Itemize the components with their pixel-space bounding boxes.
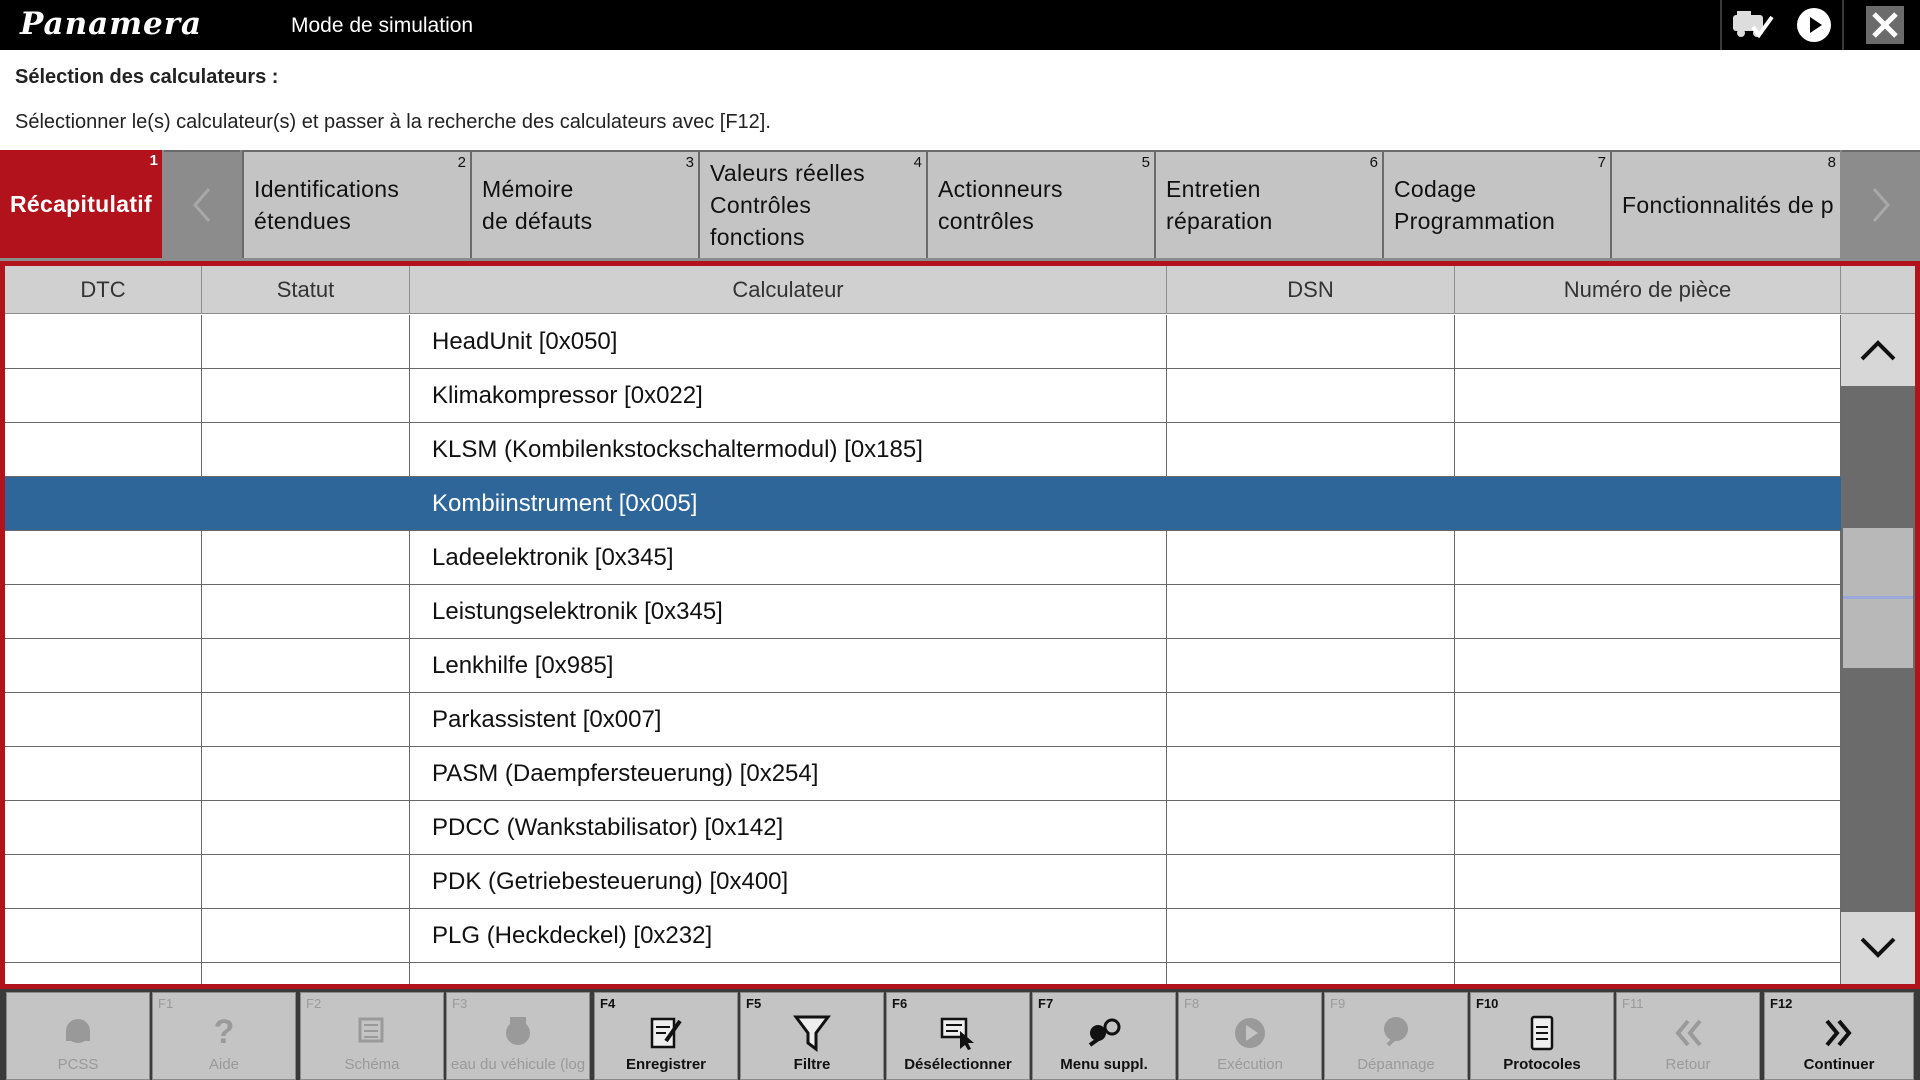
table-row[interactable] — [5, 477, 1841, 531]
cell-calculateur: Kombiinstrument [0x005] — [410, 477, 1167, 530]
cell-numero-piece — [1455, 585, 1841, 638]
cell-calculateur: HeadUnit [0x050] — [410, 315, 1167, 368]
close-icon — [1865, 5, 1905, 45]
tab-number: 5 — [1141, 154, 1150, 171]
cell-dsn — [1167, 855, 1455, 908]
function-key-label: F1 — [158, 996, 174, 1011]
function-button-label: Enregistrer — [625, 1056, 707, 1073]
cell-dsn — [1167, 477, 1455, 530]
cell-dtc — [5, 747, 202, 800]
sch-ma-button[interactable] — [300, 992, 444, 1080]
close-button[interactable] — [1852, 0, 1918, 50]
cell-dtc — [5, 909, 202, 962]
function-key-label: F12 — [1770, 996, 1793, 1011]
table-row[interactable] — [5, 963, 1841, 984]
function-key-label: F4 — [600, 996, 616, 1011]
tab-label: Identifications étendues — [254, 176, 400, 234]
tab-label: Mémoire de défauts — [482, 176, 593, 234]
cell-dtc — [5, 477, 202, 530]
function-button-label: Continuer — [1803, 1056, 1875, 1073]
table-row[interactable] — [5, 639, 1841, 693]
scroll-down-button[interactable] — [1841, 912, 1915, 984]
table-row[interactable] — [5, 693, 1841, 747]
cell-dtc — [5, 315, 202, 368]
cell-dtc — [5, 693, 202, 746]
cell-calculateur: Parkassistent [0x007] — [410, 693, 1167, 746]
tab-label: Entretien réparation — [1166, 176, 1273, 234]
cell-dsn — [1167, 909, 1455, 962]
scroll-up-button[interactable] — [1841, 314, 1915, 386]
cell-statut — [202, 963, 410, 984]
cell-numero-piece — [1455, 963, 1841, 984]
cell-numero-piece — [1455, 909, 1841, 962]
protocol-icon — [1471, 1011, 1613, 1055]
table-row[interactable] — [5, 423, 1841, 477]
function-toolbar — [0, 989, 1920, 1080]
save-icon — [595, 1011, 737, 1055]
retour-button[interactable] — [1616, 992, 1760, 1080]
tab-scroll-left-button[interactable] — [164, 150, 240, 258]
function-button-label: Dépannage — [1357, 1056, 1435, 1073]
table-row[interactable] — [5, 531, 1841, 585]
cell-dsn — [1167, 693, 1455, 746]
cell-statut — [202, 693, 410, 746]
tab-label: Récapitulatif — [10, 191, 152, 217]
function-button-label: Filtre — [793, 1056, 831, 1073]
ex-cution-button[interactable] — [1178, 992, 1322, 1080]
function-button-label: Aide — [208, 1056, 240, 1073]
tab-memoire-defauts[interactable] — [470, 150, 698, 258]
cell-dsn — [1167, 639, 1455, 692]
cell-calculateur: PLG (Heckdeckel) [0x232] — [410, 909, 1167, 962]
scrollbar-header — [1841, 266, 1915, 314]
function-key-label: F2 — [306, 996, 322, 1011]
mode-label: Mode de simulation — [291, 14, 474, 37]
function-button-label: Retour — [1665, 1056, 1711, 1073]
cell-numero-piece — [1455, 693, 1841, 746]
cell-dtc — [5, 963, 202, 984]
tab-label: Fonctionnalités de p — [1622, 192, 1834, 218]
tab-entretien[interactable] — [1154, 150, 1382, 258]
function-key-label: F5 — [746, 996, 762, 1011]
tab-scroll-right-button[interactable] — [1842, 150, 1920, 258]
pcss-icon — [7, 1011, 149, 1055]
tab-number: 7 — [1597, 154, 1606, 171]
tab-bar — [0, 150, 1920, 261]
column-header-calculateur[interactable]: Calculateur — [410, 266, 1167, 314]
table-row[interactable] — [5, 369, 1841, 423]
filter-icon — [741, 1011, 883, 1055]
cell-numero-piece — [1455, 747, 1841, 800]
vehicle-log-icon — [447, 1011, 589, 1055]
cell-dsn — [1167, 423, 1455, 476]
scrollbar[interactable] — [1841, 266, 1915, 984]
cell-calculateur: KLSM (Kombilenkstockschaltermodul) [0x185] — [410, 423, 1167, 476]
cell-statut — [202, 585, 410, 638]
back-icon — [1617, 1011, 1759, 1055]
cell-dtc — [5, 369, 202, 422]
eau-du-v-hicule-log-button[interactable] — [446, 992, 590, 1080]
cell-numero-piece — [1455, 369, 1841, 422]
cell-statut — [202, 909, 410, 962]
cell-statut — [202, 855, 410, 908]
protocoles-button[interactable] — [1470, 992, 1614, 1080]
ecu-table — [5, 266, 1915, 984]
function-button-label: Protocoles — [1503, 1056, 1581, 1073]
cell-dtc — [5, 801, 202, 854]
page-heading: Sélection des calculateurs : — [15, 66, 279, 88]
table-header — [5, 266, 1841, 314]
continue-icon — [1765, 1011, 1913, 1055]
d-s-lectionner-button[interactable] — [886, 992, 1030, 1080]
play-button[interactable] — [1786, 0, 1842, 50]
help-icon — [153, 1011, 295, 1055]
function-button-label: eau du véhicule (log — [450, 1056, 586, 1073]
menu-suppl-button[interactable] — [1032, 992, 1176, 1080]
tab-number: 2 — [457, 154, 466, 171]
scrollbar-thumb[interactable] — [1843, 528, 1913, 668]
tab-number: 4 — [913, 154, 922, 171]
table-row[interactable] — [5, 315, 1841, 369]
chevron-right-icon — [1866, 185, 1896, 225]
function-button-label: Menu suppl. — [1060, 1056, 1148, 1073]
function-key-label: F10 — [1476, 996, 1499, 1011]
cell-statut — [202, 315, 410, 368]
extra-menu-icon — [1033, 1011, 1175, 1055]
cell-calculateur: Ladeelektronik [0x345] — [410, 531, 1167, 584]
cell-dtc — [5, 423, 202, 476]
cell-statut — [202, 639, 410, 692]
svg-text:?: ? — [213, 1013, 235, 1051]
vehicle-check-icon — [1731, 9, 1775, 41]
column-header-dsn[interactable]: DSN — [1167, 266, 1455, 314]
tab-label: Codage Programmation — [1394, 176, 1556, 234]
cell-statut — [202, 747, 410, 800]
cell-numero-piece — [1455, 315, 1841, 368]
tab-number: 3 — [685, 154, 694, 171]
function-button-label: Exécution — [1217, 1056, 1283, 1073]
cell-statut — [202, 477, 410, 530]
continuer-button[interactable] — [1764, 992, 1914, 1080]
cell-dsn — [1167, 585, 1455, 638]
table-row[interactable] — [5, 909, 1841, 963]
cell-calculateur: Klimakompressor [0x022] — [410, 369, 1167, 422]
table-row[interactable] — [5, 801, 1841, 855]
tab-codage[interactable] — [1382, 150, 1610, 258]
d-pannage-button[interactable] — [1324, 992, 1468, 1080]
cell-statut — [202, 369, 410, 422]
scrollbar-thumb-grip — [1843, 596, 1913, 599]
tab-number: 1 — [149, 152, 158, 169]
cell-dtc — [5, 639, 202, 692]
table-row[interactable] — [5, 747, 1841, 801]
cell-dtc — [5, 531, 202, 584]
pcss-button[interactable] — [6, 992, 150, 1080]
vehicle-check-button[interactable] — [1722, 0, 1784, 50]
cell-dsn — [1167, 369, 1455, 422]
tab-recapitulatif[interactable] — [0, 150, 162, 258]
cell-numero-piece — [1455, 801, 1841, 854]
function-key-label: F11 — [1622, 996, 1644, 1011]
play-icon — [1796, 7, 1832, 43]
instruction-text: Sélectionner le(s) calculateur(s) et passer à la recherche des calculateurs avec [F12]. — [15, 111, 771, 133]
deselect-icon — [887, 1011, 1029, 1055]
cell-numero-piece — [1455, 855, 1841, 908]
cell-dtc — [5, 855, 202, 908]
tab-fonctionnalites[interactable] — [1610, 150, 1840, 258]
function-key-label: F3 — [452, 996, 468, 1011]
troubleshoot-icon — [1325, 1011, 1467, 1055]
chevron-up-icon — [1858, 337, 1898, 363]
enregistrer-button[interactable] — [594, 992, 738, 1080]
cell-dsn — [1167, 315, 1455, 368]
function-button-label: PCSS — [57, 1056, 99, 1073]
tab-label: Valeurs réelles Contrôles fonctions — [710, 160, 865, 250]
function-button-label: Schéma — [344, 1056, 400, 1073]
execute-icon — [1179, 1011, 1321, 1055]
tab-identifications[interactable] — [242, 150, 470, 258]
cell-numero-piece — [1455, 639, 1841, 692]
cell-numero-piece — [1455, 423, 1841, 476]
cell-calculateur: Lenkhilfe [0x985] — [410, 639, 1167, 692]
aide-button[interactable] — [152, 992, 296, 1080]
cell-dsn — [1167, 963, 1455, 984]
column-header-statut[interactable]: Statut — [202, 266, 410, 314]
cell-dsn — [1167, 801, 1455, 854]
cell-dtc — [5, 585, 202, 638]
function-key-label: F7 — [1038, 996, 1054, 1011]
cell-dsn — [1167, 747, 1455, 800]
cell-dsn — [1167, 531, 1455, 584]
title-bar — [0, 0, 1920, 50]
cell-numero-piece — [1455, 477, 1841, 530]
function-key-label: F8 — [1184, 996, 1200, 1011]
cell-calculateur: PDK (Getriebesteuerung) [0x400] — [410, 855, 1167, 908]
function-button-label: Désélectionner — [904, 1056, 1012, 1073]
tab-number: 8 — [1827, 154, 1836, 171]
cell-statut — [202, 423, 410, 476]
cell-calculateur — [410, 963, 1167, 984]
cell-statut — [202, 531, 410, 584]
schema-icon — [301, 1011, 443, 1055]
tab-number: 6 — [1369, 154, 1378, 171]
cell-calculateur: PASM (Daempfersteuerung) [0x254] — [410, 747, 1167, 800]
chevron-left-icon — [187, 185, 217, 225]
toolbar-separator — [1842, 0, 1844, 50]
app-logo: Panamera — [20, 6, 203, 42]
cell-numero-piece — [1455, 531, 1841, 584]
column-header-dtc[interactable]: DTC — [5, 266, 202, 314]
table-row[interactable] — [5, 585, 1841, 639]
chevron-down-icon — [1858, 935, 1898, 961]
tab-valeurs-reelles[interactable] — [698, 150, 926, 258]
table-row[interactable] — [5, 855, 1841, 909]
cell-calculateur: Leistungselektronik [0x345] — [410, 585, 1167, 638]
cell-statut — [202, 801, 410, 854]
function-key-label: F9 — [1330, 996, 1346, 1011]
tab-actionneurs[interactable] — [926, 150, 1154, 258]
column-header-numero-piece[interactable]: Numéro de pièce — [1455, 266, 1841, 314]
filtre-button[interactable] — [740, 992, 884, 1080]
function-key-label: F6 — [892, 996, 908, 1011]
tab-label: Actionneurs contrôles — [938, 176, 1063, 234]
cell-calculateur: PDCC (Wankstabilisator) [0x142] — [410, 801, 1167, 854]
